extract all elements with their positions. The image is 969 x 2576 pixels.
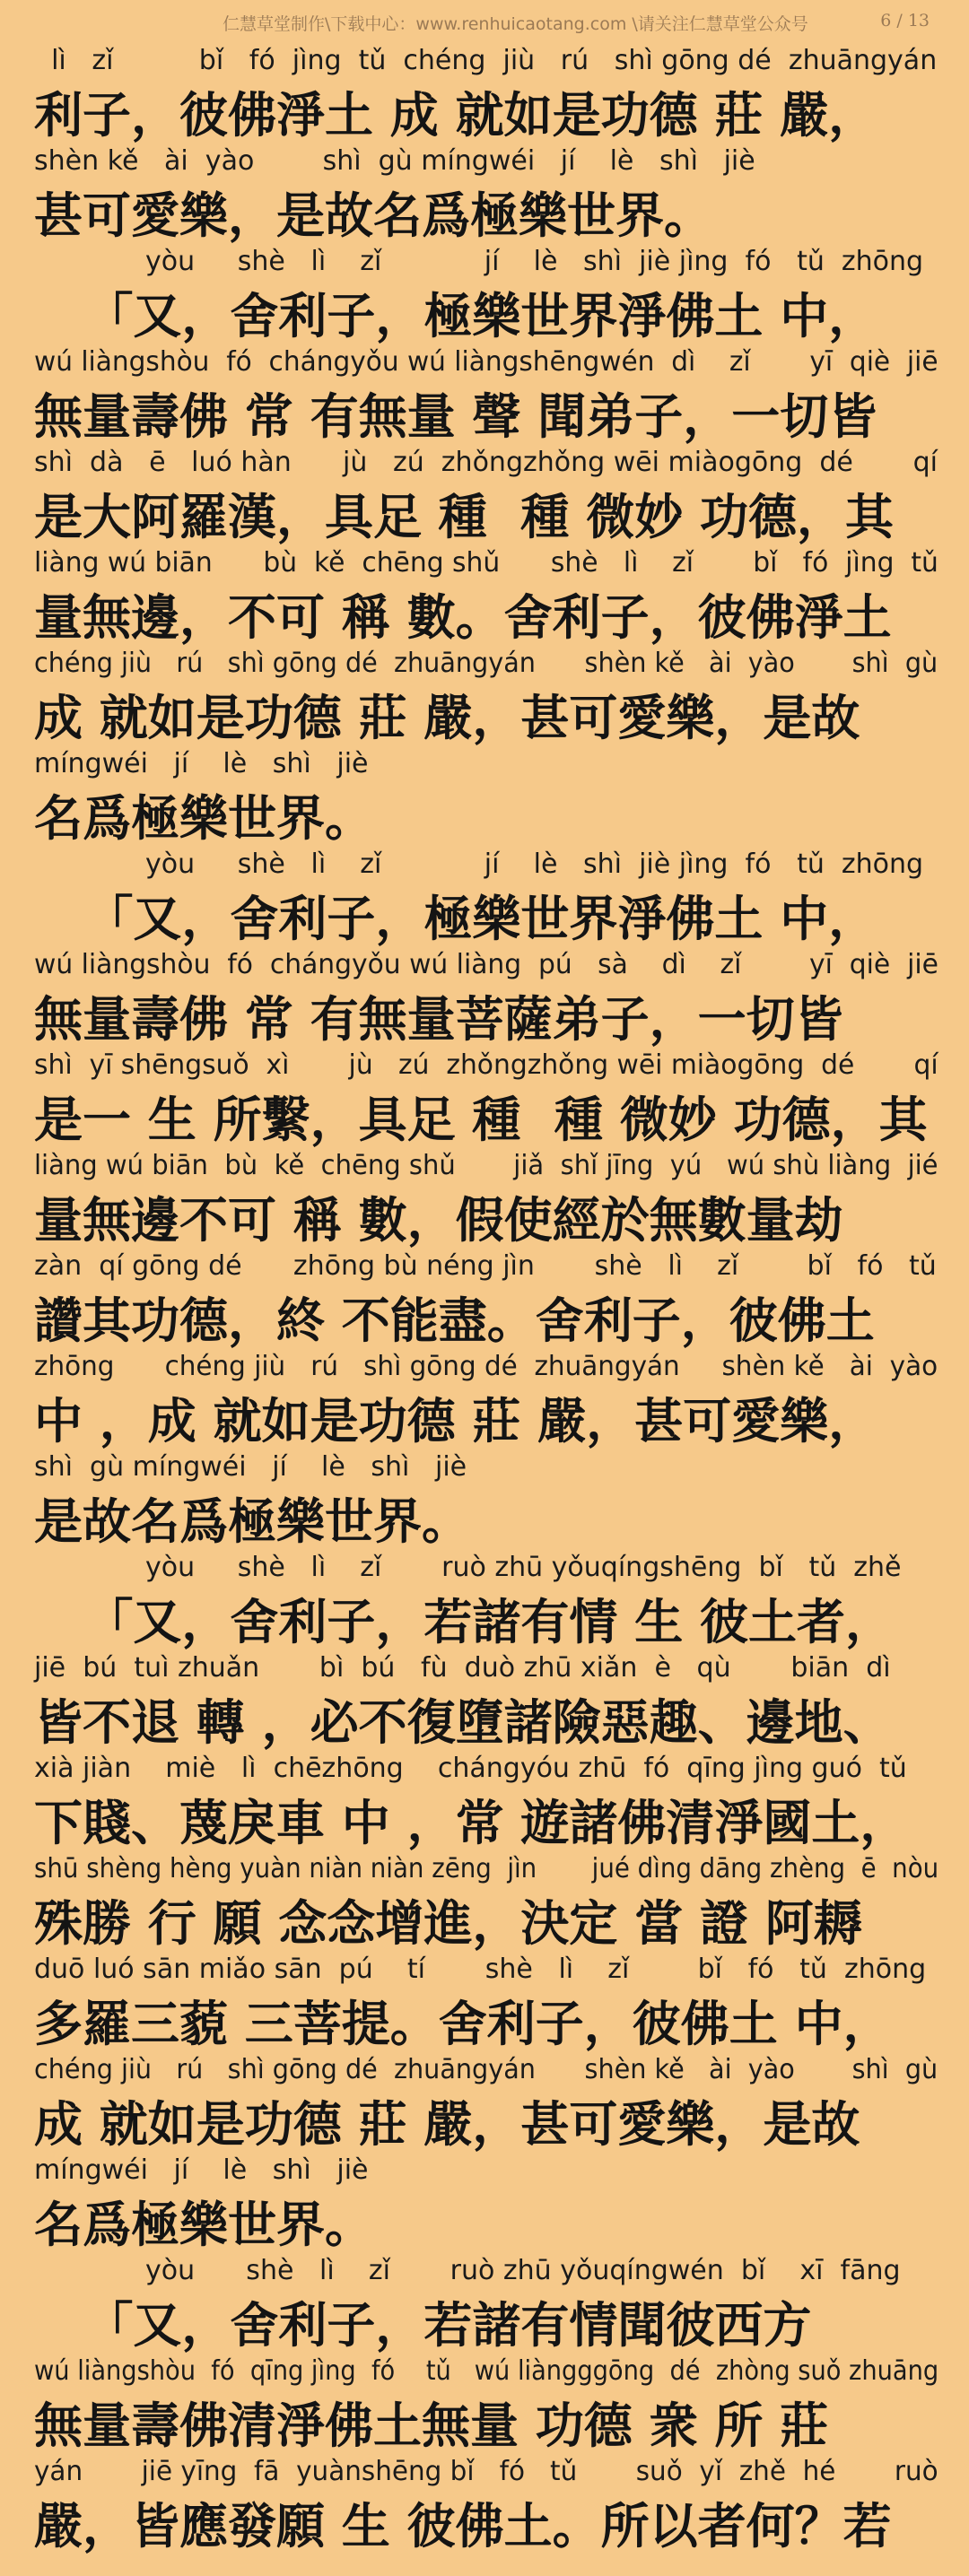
pinyin-annotation: duō luó sān miǎo sān pú tí shè lì zǐ bǐ fó tǔ zhōng bbox=[34, 1954, 927, 1985]
chinese-text: 「又，舍利子，極樂世界淨佛土 中， bbox=[34, 891, 877, 947]
text-line bbox=[34, 1950, 938, 2050]
text-line bbox=[34, 142, 938, 242]
pinyin-annotation: yòu shè lì zǐ ruò zhū yǒuqíngshēng bǐ tǔ zhě bbox=[34, 1552, 902, 1583]
text-line bbox=[34, 544, 938, 644]
text-line bbox=[34, 1548, 938, 1649]
pinyin-annotation: wú liàngshòu fó qīng jìng fó tǔ wú liàngggōng dé zhòng suǒ zhuāng bbox=[34, 2355, 939, 2387]
header-source-text[interactable]: 仁慧草堂制作\下载中心：www.renhuicaotang.com \请关注仁慧草堂公众号 bbox=[223, 14, 808, 34]
chinese-text: 無量壽佛 常 有無量 聲 聞弟子，一切皆 bbox=[34, 388, 877, 445]
chinese-text: 中 ，成 就如是功德 莊 嚴，甚可愛樂， bbox=[34, 1393, 877, 1449]
text-line bbox=[34, 1146, 938, 1247]
text-line bbox=[34, 1046, 938, 1146]
pinyin-annotation: míngwéi jí lè shì jiè bbox=[34, 748, 369, 779]
text-line bbox=[34, 1749, 938, 1849]
pinyin-annotation: wú liàngshòu fó chángyǒu wú liàngshēngwén dì zǐ yī qiè jiē bbox=[34, 346, 938, 378]
pinyin-annotation: shì yī shēngsuǒ xì jù zú zhǒngzhǒng wēi miàogōng dé qí bbox=[34, 1049, 938, 1081]
chinese-text: 名爲極樂世界。 bbox=[34, 2197, 373, 2253]
text-line bbox=[34, 343, 938, 443]
pinyin-annotation: xià jiàn miè lì chēzhōng chángyóu zhū fó qīng jìng guó tǔ bbox=[34, 1753, 907, 1784]
pinyin-annotation: yán jiē yīng fā yuànshēng bǐ fó tǔ suǒ yǐ zhě hé ruò bbox=[34, 2456, 938, 2487]
chinese-text: 是故名爲極樂世界。 bbox=[34, 1493, 470, 1550]
pinyin-annotation: zhōng chéng jiù rú shì gōng dé zhuāngyán shèn kě ài yào bbox=[34, 1351, 938, 1382]
text-line bbox=[34, 2050, 938, 2151]
pinyin-annotation: liàng wú biān bù kě chēng shǔ shè lì zǐ bǐ fó jìng tǔ bbox=[34, 547, 938, 579]
text-line bbox=[34, 242, 938, 343]
text-line bbox=[34, 2452, 938, 2553]
pinyin-annotation: yòu shè lì zǐ ruò zhū yǒuqíngwén bǐ xī fāng bbox=[34, 2255, 901, 2286]
text-line bbox=[34, 2251, 938, 2352]
pinyin-annotation: yòu shè lì zǐ jí lè shì jiè jìng fó tǔ zhōng bbox=[34, 849, 924, 880]
text-line bbox=[34, 2151, 938, 2251]
pinyin-annotation: wú liàngshòu fó chángyǒu wú liàng pú sà dì zǐ yī qiè jiē bbox=[34, 949, 938, 980]
chinese-text: 是一 生 所繫，具足 種 種 微妙 功德，其 bbox=[34, 1092, 928, 1148]
text-line bbox=[34, 1247, 938, 1347]
pinyin-annotation: míngwéi jí lè shì jiè bbox=[34, 2154, 369, 2186]
chinese-text: 多羅三藐 三菩提。舍利子，彼佛土 中， bbox=[34, 1996, 892, 2052]
text-line bbox=[34, 945, 938, 1046]
text-line bbox=[34, 443, 938, 544]
chinese-text: 名爲極樂世界。 bbox=[34, 790, 373, 847]
pinyin-annotation: shì gù míngwéi jí lè shì jiè bbox=[34, 1451, 467, 1483]
pinyin-annotation: chéng jiù rú shì gōng dé zhuāngyán shèn kě ài yào shì gù bbox=[34, 2054, 938, 2085]
chinese-text: 殊勝 行 願 念念增進，決定 當 證 阿耨 bbox=[34, 1895, 862, 1952]
pinyin-annotation: shì dà ē luó hàn jù zú zhǒngzhǒng wēi miàogōng dé qí bbox=[34, 447, 938, 478]
text-line bbox=[34, 845, 938, 945]
chinese-text: 嚴，皆應發願 生 彼佛土。所以者何？若 bbox=[34, 2498, 892, 2554]
text-line bbox=[34, 41, 938, 142]
page-header bbox=[34, 0, 938, 41]
chinese-text: 讚其功德，終 不能盡。舍利子，彼佛土 bbox=[34, 1292, 875, 1349]
page-number: 6 / 13 bbox=[880, 11, 930, 30]
chinese-text: 「又，舍利子，極樂世界淨佛土 中， bbox=[34, 288, 877, 344]
text-body bbox=[34, 41, 938, 2553]
chinese-text: 無量壽佛清淨佛土無量 功德 衆 所 莊 bbox=[34, 2398, 829, 2454]
text-line bbox=[34, 1649, 938, 1749]
chinese-text: 量無邊不可 稱 數，假使經於無數量劫 bbox=[34, 1192, 843, 1249]
pinyin-annotation: yòu shè lì zǐ jí lè shì jiè jìng fó tǔ zhōng bbox=[34, 246, 924, 277]
chinese-text: 成 就如是功德 莊 嚴，甚可愛樂，是故 bbox=[34, 690, 860, 746]
pinyin-annotation: lì zǐ bǐ fó jìng tǔ chéng jiù rú shì gōng dé zhuāngyán bbox=[34, 45, 938, 76]
pinyin-annotation: jiē bú tuì zhuǎn bì bú fù duò zhū xiǎn è qù biān dì bbox=[34, 1652, 891, 1684]
pinyin-annotation: shū shèng hèng yuàn niàn niàn zēng jìn jué dìng dāng zhèng ē nòu bbox=[34, 1853, 939, 1884]
chinese-text: 「又，舍利子，若諸有情 生 彼土者， bbox=[34, 1594, 894, 1650]
text-line bbox=[34, 1347, 938, 1448]
chinese-text: 無量壽佛 常 有無量菩薩弟子，一切皆 bbox=[34, 991, 843, 1048]
text-line bbox=[34, 1849, 938, 1950]
chinese-text: 是大阿羅漢，具足 種 種 微妙 功德，其 bbox=[34, 489, 894, 545]
chinese-text: 成 就如是功德 莊 嚴，甚可愛樂，是故 bbox=[34, 2096, 860, 2153]
text-line bbox=[34, 1448, 938, 1548]
text-line bbox=[34, 2352, 938, 2452]
chinese-text: 量無邊，不可 稱 數。舍利子，彼佛淨土 bbox=[34, 589, 892, 646]
text-line bbox=[34, 644, 938, 744]
chinese-text: 甚可愛樂，是故名爲極樂世界。 bbox=[34, 187, 712, 244]
chinese-text: 利子，彼佛淨土 成 就如是功德 莊 嚴， bbox=[34, 87, 877, 144]
pinyin-annotation: zàn qí gōng dé zhōng bù néng jìn shè lì zǐ bǐ fó tǔ bbox=[34, 1250, 937, 1282]
text-line bbox=[34, 744, 938, 845]
pinyin-annotation: shèn kě ài yào shì gù míngwéi jí lè shì jiè bbox=[34, 145, 755, 177]
chinese-text: 皆不退 轉 ，必不復墮諸險惡趣、邊地、 bbox=[34, 1694, 892, 1751]
pinyin-annotation: chéng jiù rú shì gōng dé zhuāngyán shèn kě ài yào shì gù bbox=[34, 648, 938, 679]
chinese-text: 「又，舍利子，若諸有情聞彼西方 bbox=[34, 2297, 812, 2354]
pinyin-annotation: liàng wú biān bù kě chēng shǔ jiǎ shǐ jīng yú wú shù liàng jié bbox=[34, 1150, 938, 1181]
chinese-text: 下賤、蔑戾車 中 ，常 遊諸佛清淨國土， bbox=[34, 1795, 909, 1851]
